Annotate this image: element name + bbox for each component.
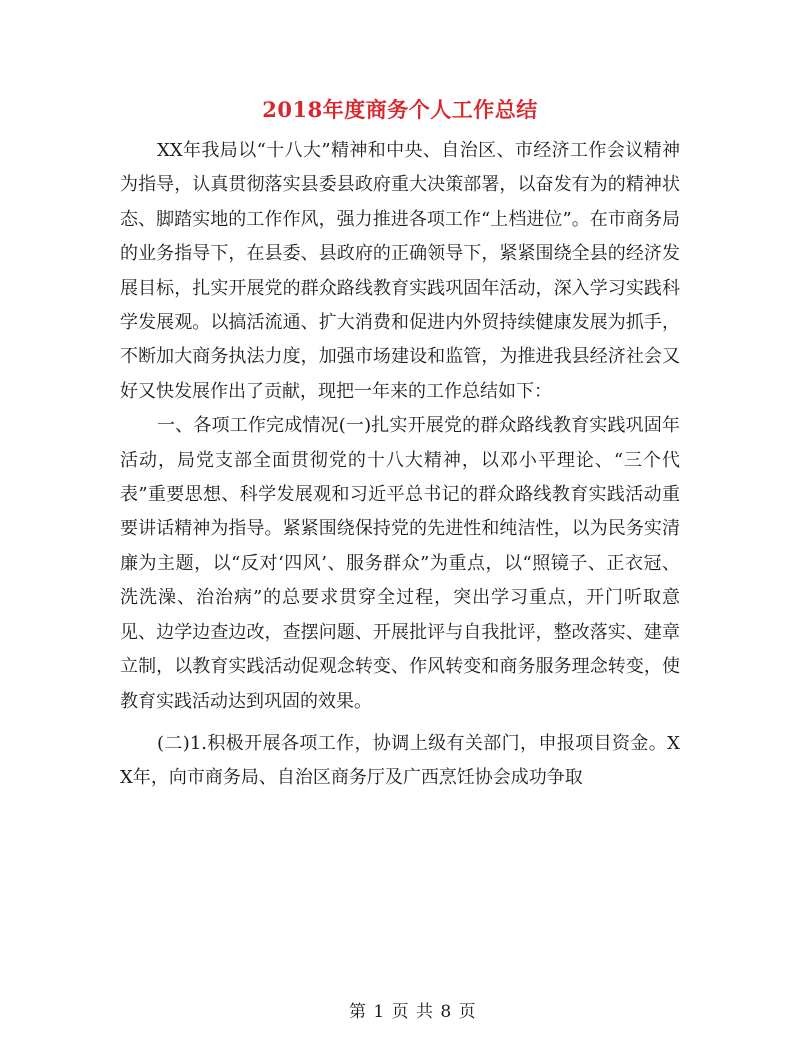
page-indicator: 第 1 页 共 8 页 xyxy=(348,1002,477,1022)
paragraph-intro: XX年我局以“十八大”精神和中央、自治区、市经济工作会议精神为指导，认真贯彻落实县委县政府重大决策部署，以奋发有为的精神状态、脚踏实地的工作作风，强力推进各项工作“上档进位”。在市商务局的业务指导下，在县委、县政府的正确领导下，紧紧围绕全县的经济发展目标，扎实开展党的群众路线教育实践巩固年活动，深入学习实践科学发展观。以搞活流通、扩大消费和促进内外贸持续健康发展为抓手，不断加大商务执法力度，加强市场建设和监管，为推进我县经济社会又好又快发展作出了贡献，现把一年来的工作总结如下： xyxy=(120,140,680,402)
paragraph-section-one: 一、各项工作完成情况(一)扎实开展党的群众路线教育实践巩固年活动，局党支部全面贯彻党的十八大精神，以邓小平理论、“三个代表”重要思想、科学发展观和习近平总书记的群众路线教育实践活动重要讲话精神为指导。紧紧围绕保持党的先进性和纯洁性，以为民务实清廉为主题，以“反对‘四风’、服务群众”为重点，以“照镜子、正衣冠、洗洗澡、治治病”的总要求贯穿全过程，突出学习重点，开门听取意见、边学边查边改，查摆问题、开展批评与自我批评，整改落实、建章立制，以教育实践活动促观念转变、作风转变和商务服务理念转变，使教育实践活动达到巩固的效果。 xyxy=(120,415,680,712)
paragraph-section-two: (二)1.积极开展各项工作，协调上级有关部门，申报项目资金。XX年，向市商务局、自治区商务厅及广西烹饪协会成功争取 xyxy=(120,732,680,789)
document-title: 2018年度商务个人工作总结 xyxy=(262,97,538,122)
document-body xyxy=(120,134,680,796)
page-footer xyxy=(0,977,800,1042)
